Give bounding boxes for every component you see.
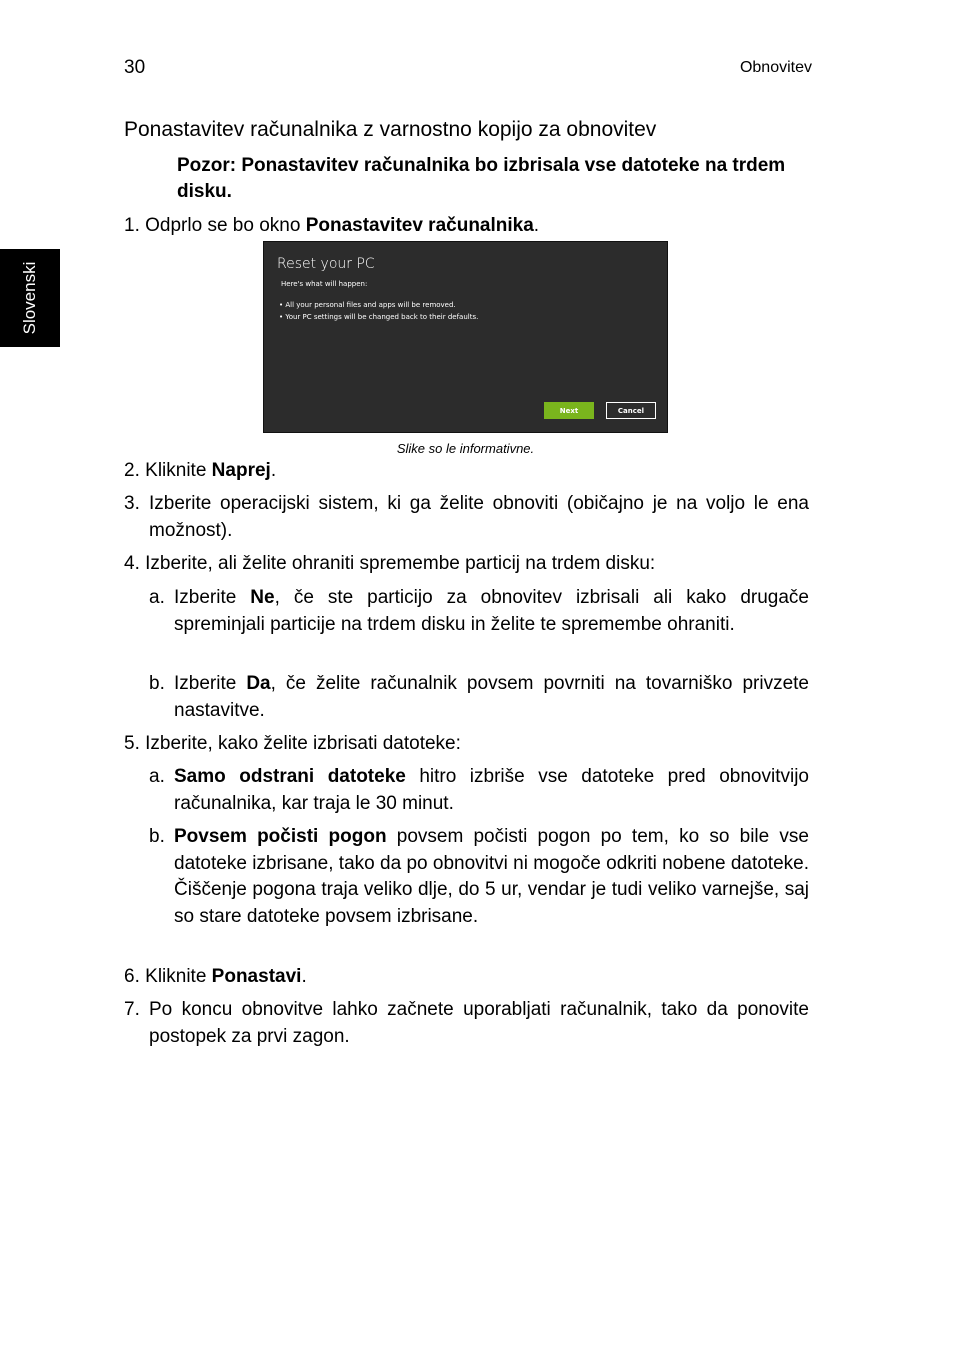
- step-lead: Izberite: [174, 673, 247, 694]
- step-5b: [149, 824, 809, 930]
- step-letter: a.: [149, 766, 165, 787]
- step-tail: , če ste particijo za obnovitev izbrisali ali kako drugače spreminjali particije na trdem disku in želite te spremembe ohraniti.: [174, 587, 809, 635]
- step-1: [124, 213, 814, 240]
- step-text: Odprlo se bo okno: [145, 215, 306, 236]
- next-button[interactable]: Next: [544, 402, 594, 419]
- step-tail: .: [301, 966, 307, 987]
- screenshot-bullet: • All your personal files and apps will be removed.: [279, 301, 456, 309]
- step-number: 3.: [124, 493, 140, 514]
- step-tail: povsem počisti pogon po tem, ko so bile vse datoteke izbrisane, tako da po obnovitvi ni mogoče odkriti nobene datoteke. Čiščenje pogona traja veliko dlje, do 5 ur, vendar je tudi veliko varnejše, saj so stare datoteke povsem izbrisane.: [174, 826, 809, 927]
- step-lead: Izberite: [174, 587, 251, 608]
- step-text: Kliknite: [145, 966, 212, 987]
- step-text: [174, 764, 809, 817]
- step-text: Izberite, ali želite ohraniti spremembe particij na trdem disku:: [145, 553, 656, 574]
- step-number: 4.: [124, 553, 140, 574]
- step-text: Kliknite: [145, 460, 212, 481]
- screenshot-title: Reset your PC: [277, 256, 375, 272]
- screenshot-bullet: • Your PC settings will be changed back to their defaults.: [279, 313, 479, 321]
- step-letter: b.: [149, 826, 165, 847]
- step-number: 6.: [124, 966, 140, 987]
- step-bold: Ponastavitev računalnika: [305, 215, 534, 236]
- screenshot-bullets: [279, 299, 478, 323]
- step-6: [124, 964, 814, 991]
- warning-note: Pozor: Ponastavitev računalnika bo izbrisala vse datoteke na trdem disku.: [177, 155, 786, 202]
- step-text: [174, 671, 809, 724]
- step-bold: Samo odstrani datoteke: [174, 766, 406, 787]
- step-tail: , če želite računalnik povsem povrniti na tovarniško privzete nastavitve.: [174, 673, 809, 721]
- step-tail: .: [270, 460, 277, 481]
- step-5a: [149, 764, 809, 817]
- reset-pc-screenshot: [263, 241, 668, 433]
- step-2: [124, 458, 814, 485]
- step-7: [124, 997, 809, 1050]
- step-tail: .: [533, 215, 540, 236]
- figure-caption: Slike so le informativne.: [396, 441, 535, 456]
- step-text: Izberite operacijski sistem, ki ga želite obnoviti (običajno je na voljo le ena možnost).: [149, 493, 809, 541]
- step-5: [124, 731, 814, 758]
- step-4a: [149, 585, 809, 638]
- step-letter: b.: [149, 673, 165, 694]
- step-4b: [149, 671, 809, 724]
- screenshot-subtitle: Here's what will happen:: [281, 280, 368, 288]
- step-bold: Da: [246, 673, 271, 694]
- step-number: 7.: [124, 999, 140, 1020]
- language-tab: [0, 249, 60, 347]
- section-title: Obnovitev: [739, 59, 812, 76]
- step-bold: Povsem počisti pogon: [174, 826, 387, 847]
- step-bold: Ne: [250, 587, 275, 608]
- step-number: 1.: [124, 215, 140, 236]
- step-text: Izberite, kako želite izbrisati datoteke:: [145, 733, 461, 754]
- language-tab-label: Slovenski: [20, 261, 39, 335]
- step-bold: Ponastavi: [211, 966, 302, 987]
- cancel-button[interactable]: Cancel: [606, 402, 656, 419]
- step-text: [174, 585, 809, 638]
- step-number: 5.: [124, 733, 140, 754]
- step-text: [174, 824, 809, 930]
- step-number: 2.: [124, 460, 140, 481]
- step-4: [124, 551, 814, 578]
- section-heading: Ponastavitev računalnika z varnostno kopijo za obnovitev: [124, 118, 657, 141]
- step-letter: a.: [149, 587, 165, 608]
- step-tail: hitro izbriše vse datoteke pred obnovitvijo računalnika, kar traja le 30 minut.: [174, 766, 809, 814]
- step-3: [124, 491, 809, 544]
- step-bold: Naprej: [211, 460, 271, 481]
- page-number: 30: [124, 57, 146, 78]
- step-text: Po koncu obnovitve lahko začnete uporabljati računalnik, tako da ponovite postopek za prvi zagon.: [149, 999, 809, 1047]
